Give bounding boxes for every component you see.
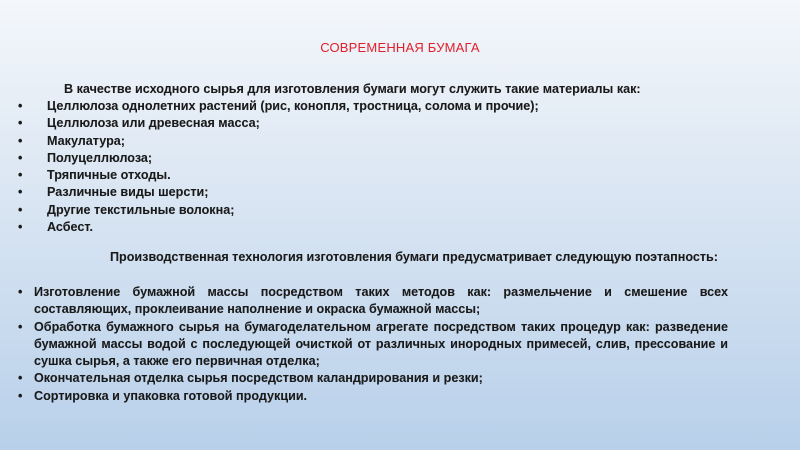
- list-item-text: Изготовление бумажной массы посредством таких методов как: размельчение и смешение всех составляющих, проклеивание наполнение и окраска бумажной массы;: [34, 285, 728, 317]
- list-item: [0, 388, 728, 405]
- list-item-text: Макулатура;: [47, 133, 126, 148]
- technology-intro: Производственная технология изготовления бумаги предусматривает следующую поэтапность:: [110, 250, 718, 264]
- bullet-icon: •: [18, 319, 23, 334]
- list-item-text: Сортировка и упаковка готовой продукции.: [34, 388, 308, 403]
- bullet-icon: •: [18, 202, 23, 217]
- materials-intro: В качестве исходного сырья для изготовления бумаги могут служить такие материалы как:: [64, 82, 641, 96]
- bullet-icon: •: [18, 220, 23, 235]
- bullet-icon: •: [18, 168, 23, 183]
- list-item-text: Окончательная отделка сырья посредством каландрирования и резки;: [34, 371, 483, 386]
- bullet-icon: •: [18, 99, 23, 113]
- list-item: [0, 284, 728, 319]
- bullet-icon: •: [18, 388, 23, 403]
- bullet-icon: •: [18, 371, 23, 386]
- list-item: [0, 319, 728, 371]
- list-item-text: Различные виды шерсти;: [47, 185, 209, 200]
- list-item-text: Полуцеллюлоза;: [47, 150, 153, 165]
- bullet-icon: •: [18, 133, 23, 148]
- list-item-text: Другие текстильные волокна;: [47, 202, 235, 217]
- bullet-icon: •: [18, 285, 23, 299]
- list-item: [0, 370, 728, 387]
- list-item-text: Обработка бумажного сырья на бумагоделательном агрегате посредством таких процедур как: разведение бумажной массы водой с последующей очисткой от различных инородных примесей, слив, прессование и сушка сырья, а также его первичная отделка;: [34, 319, 728, 369]
- list-item-text: Целлюлоза однолетних растений (рис, конопля, тростница, солома и прочие);: [47, 99, 539, 113]
- list-item-text: Тряпичные отходы.: [47, 168, 171, 183]
- steps-list: [0, 284, 740, 405]
- bullet-icon: •: [18, 185, 23, 200]
- list-item-text: Целлюлоза или древесная масса;: [47, 116, 260, 131]
- list-item-text: Асбест.: [47, 220, 93, 235]
- slide-title: СОВРЕМЕННАЯ БУМАГА: [320, 40, 480, 55]
- bullet-icon: •: [18, 116, 23, 131]
- bullet-icon: •: [18, 150, 23, 165]
